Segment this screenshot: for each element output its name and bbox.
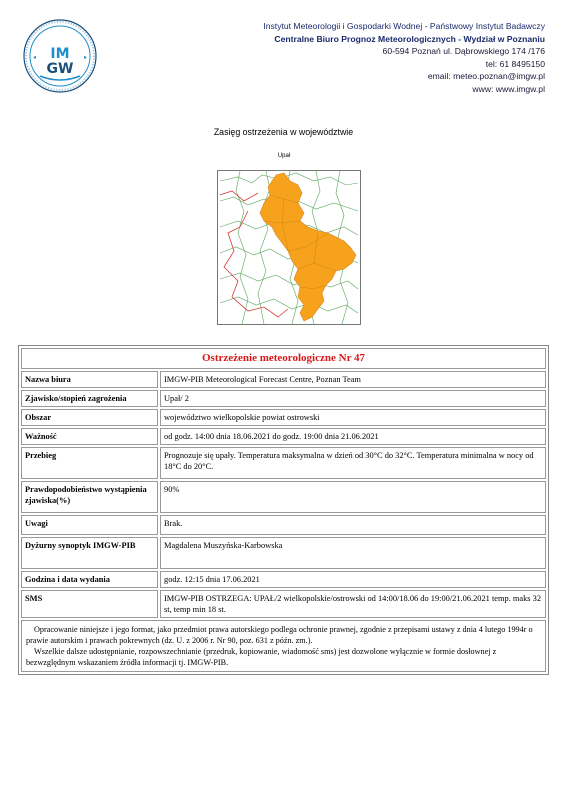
warning-map xyxy=(205,150,363,346)
highlighted-region xyxy=(260,173,356,321)
row-value: 90% xyxy=(160,481,546,513)
warning-table xyxy=(19,346,548,674)
row-key: Zjawisko/stopień zagrożenia xyxy=(21,390,158,407)
table-row xyxy=(21,409,546,426)
imgw-logo xyxy=(22,18,98,94)
warning-title: Ostrzeżenie meteorologiczne Nr 47 xyxy=(21,348,546,369)
table-row xyxy=(21,390,546,407)
header-office-name: Centralne Biuro Prognoz Meteorologicznych - Wydział w Poznaniu xyxy=(274,33,545,44)
row-value: IMGW-PIB OSTRZEGA: UPAŁ/2 wielkopolskie/ostrowski od 14:00/18.06 do 19:00/21.06.2021 temp. maks 32 st, temp min 18 st. xyxy=(160,590,546,618)
row-key: Godzina i data wydania xyxy=(21,571,158,588)
institute-header xyxy=(185,20,545,96)
header-website: www: www.imgw.pl xyxy=(472,83,545,94)
row-value: IMGW-PIB Meteorological Forecast Centre, Poznan Team xyxy=(160,371,546,388)
row-key: Prawdopodobieństwo wystąpienia zjawiska(%) xyxy=(21,481,158,513)
copyright-paragraph: Opracowanie niniejsze i jego format, jako przedmiot prawa autorskiego podlega ochronie prawnej, zgodnie z przepisami ustawy z dnia 4 lutego 1994r o prawie autorskim i prawach pokrewnych (dz. U. z 2006 r. Nr 90, poz. 631 z późn. zm.). xyxy=(26,625,533,645)
row-key: Dyżurny synoptyk IMGW-PIB xyxy=(21,537,158,569)
logo-text-top: IM xyxy=(50,46,70,62)
header-institute-name: Instytut Meteorologii i Gospodarki Wodnej - Państwowy Instytut Badawczy xyxy=(263,21,545,31)
row-value: Magdalena Muszyńska-Karbowska xyxy=(160,537,546,569)
header-phone: tel: 61 8495150 xyxy=(485,58,545,69)
table-row xyxy=(21,515,546,535)
map-svg xyxy=(218,171,360,324)
map-frame xyxy=(217,170,361,325)
header-email: email: meteo.poznan@imgw.pl xyxy=(427,71,545,82)
map-subtitle: Upał xyxy=(277,153,291,159)
table-row xyxy=(21,571,546,588)
row-value: Brak. xyxy=(160,515,546,535)
row-key: Nazwa biura xyxy=(21,371,158,388)
row-value: od godz. 14:00 dnia 18.06.2021 do godz. 19:00 dnia 21.06.2021 xyxy=(160,428,546,445)
warning-box xyxy=(18,345,549,675)
row-value: Prognozuje się upały. Temperatura maksymalna w dzień od 30°C do 32°C. Temperatura minimalna w nocy od 18°C do 20°C. xyxy=(160,447,546,479)
table-row xyxy=(21,371,546,388)
row-value: województwo wielkopolskie powiat ostrowski xyxy=(160,409,546,426)
row-key: Obszar xyxy=(21,409,158,426)
table-row xyxy=(21,447,546,479)
row-key: Uwagi xyxy=(21,515,158,535)
table-row xyxy=(21,537,546,569)
row-key: Ważność xyxy=(21,428,158,445)
table-row xyxy=(21,481,546,513)
row-value: Upał/ 2 xyxy=(160,390,546,407)
redistribution-paragraph: Wszelkie dalsze udostępnianie, rozpowszechnianie (przedruk, kopiowanie, wiadomość sms) jest dozwolone wyłącznie w formie dosłownej z bezwzględnym wskazaniem źródła informacji tj. IMGW-PIB. xyxy=(26,647,497,667)
table-row xyxy=(21,590,546,618)
row-key: Przebieg xyxy=(21,447,158,479)
copyright-notice xyxy=(21,620,546,672)
header-address: 60-594 Poznań ul. Dąbrowskiego 174 /176 xyxy=(382,46,545,57)
row-key: SMS xyxy=(21,590,158,618)
logo-text-bottom: GW xyxy=(46,61,74,77)
row-value: godz. 12:15 dnia 17.06.2021 xyxy=(160,571,546,588)
map-title: Zasięg ostrzeżenia w województwie xyxy=(213,127,354,137)
table-row xyxy=(21,428,546,445)
